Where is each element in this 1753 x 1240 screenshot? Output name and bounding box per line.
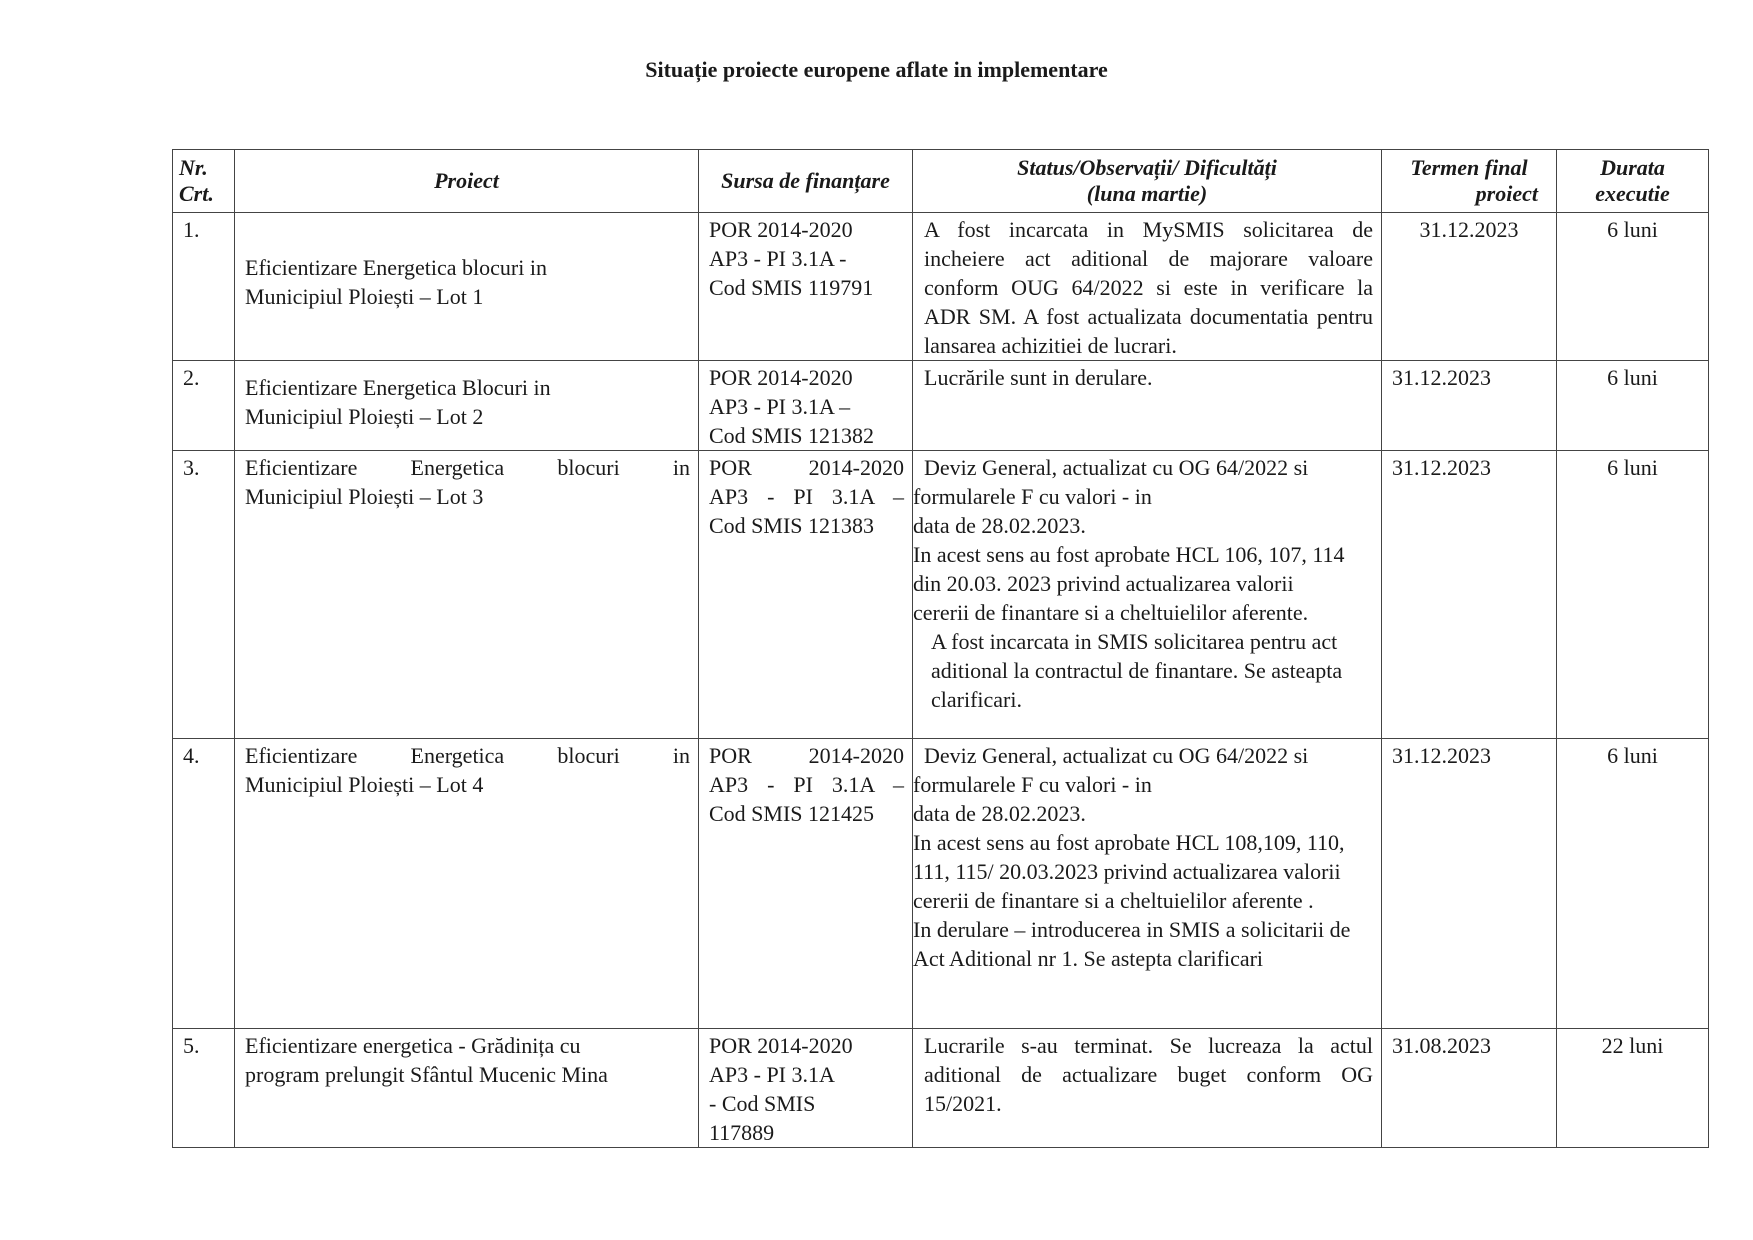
duration: 6 luni bbox=[1557, 739, 1709, 1029]
status-notes: Lucrarile s-au terminat. Se lucreaza la actul aditional de actualizare buget conform OG 15/2021. bbox=[913, 1029, 1382, 1148]
table-header-row bbox=[173, 150, 1709, 213]
header-project: Proiect bbox=[235, 150, 699, 213]
project-name: Eficientizare Energetica blocuri in Municipiul Ploiești – Lot 4 bbox=[235, 739, 699, 1029]
header-source: Sursa de finanțare bbox=[699, 150, 913, 213]
funding-source: POR 2014-2020 AP3 - PI 3.1A – Cod SMIS 121383 bbox=[699, 451, 913, 739]
header-status: Status/Observații/ Dificultăți (luna martie) bbox=[913, 150, 1382, 213]
row-number: 3. bbox=[173, 451, 235, 739]
table-row bbox=[173, 213, 1709, 361]
header-term: Termen final proiect bbox=[1382, 150, 1557, 213]
final-term: 31.12.2023 bbox=[1382, 451, 1557, 739]
table-row bbox=[173, 1029, 1709, 1148]
duration: 6 luni bbox=[1557, 213, 1709, 361]
duration: 6 luni bbox=[1557, 361, 1709, 451]
row-number: 4. bbox=[173, 739, 235, 1029]
funding-source: POR 2014-2020 AP3 - PI 3.1A – Cod SMIS 121425 bbox=[699, 739, 913, 1029]
row-number: 5. bbox=[173, 1029, 235, 1148]
projects-table bbox=[172, 149, 1709, 1148]
funding-source: POR 2014-2020 AP3 - PI 3.1A – Cod SMIS 121382 bbox=[699, 361, 913, 451]
project-name: Eficientizare Energetica Blocuri in Municipiul Ploiești – Lot 2 bbox=[235, 361, 699, 451]
final-term: 31.12.2023 bbox=[1382, 213, 1557, 361]
status-notes: Deviz General, actualizat cu OG 64/2022 si formularele F cu valori - in data de 28.02.2023. In acest sens au fost aprobate HCL 108,109, 110, 111, 115/ 20.03.2023 privind actualizarea valorii cererii de finantare si a cheltuielilor aferente . In derulare – introducerea in SMIS a solicitarii de Act Aditional nr 1. Se astepta clarificari bbox=[913, 739, 1382, 1029]
project-name: Eficientizare energetica - Grădinița cu program prelungit Sfântul Mucenic Mina bbox=[235, 1029, 699, 1148]
document-title: Situație proiecte europene aflate in implementare bbox=[645, 57, 1108, 82]
table-row bbox=[173, 451, 1709, 739]
table-row bbox=[173, 739, 1709, 1029]
funding-source: POR 2014-2020 AP3 - PI 3.1A - Cod SMIS 117889 bbox=[699, 1029, 913, 1148]
row-number: 2. bbox=[173, 361, 235, 451]
project-name: Eficientizare Energetica blocuri in Municipiul Ploiești – Lot 1 bbox=[235, 213, 699, 361]
table-row bbox=[173, 361, 1709, 451]
row-number: 1. bbox=[173, 213, 235, 361]
funding-source: POR 2014-2020 AP3 - PI 3.1A - Cod SMIS 119791 bbox=[699, 213, 913, 361]
header-duration: Durata executie bbox=[1557, 150, 1709, 213]
final-term: 31.12.2023 bbox=[1382, 739, 1557, 1029]
header-nr: Nr. Crt. bbox=[173, 150, 235, 213]
final-term: 31.12.2023 bbox=[1382, 361, 1557, 451]
status-notes: Lucrările sunt in derulare. bbox=[913, 361, 1382, 451]
project-name: Eficientizare Energetica blocuri in Municipiul Ploiești – Lot 3 bbox=[235, 451, 699, 739]
duration: 6 luni bbox=[1557, 451, 1709, 739]
status-notes: Deviz General, actualizat cu OG 64/2022 si formularele F cu valori - in data de 28.02.2023. In acest sens au fost aprobate HCL 106, 107, 114 din 20.03. 2023 privind actualizarea valorii cererii de finantare si a cheltuielilor aferente. A fost incarcata in SMIS solicitarea pentru act aditional la contractul de finantare. Se asteapta clarificari. bbox=[913, 451, 1382, 739]
duration: 22 luni bbox=[1557, 1029, 1709, 1148]
final-term: 31.08.2023 bbox=[1382, 1029, 1557, 1148]
status-notes: A fost incarcata in MySMIS solicitarea de incheiere act aditional de majorare valoare conform OUG 64/2022 si este in verificare la ADR SM. A fost actualizata documentatia pentru lansarea achizitiei de lucrari. bbox=[913, 213, 1382, 361]
